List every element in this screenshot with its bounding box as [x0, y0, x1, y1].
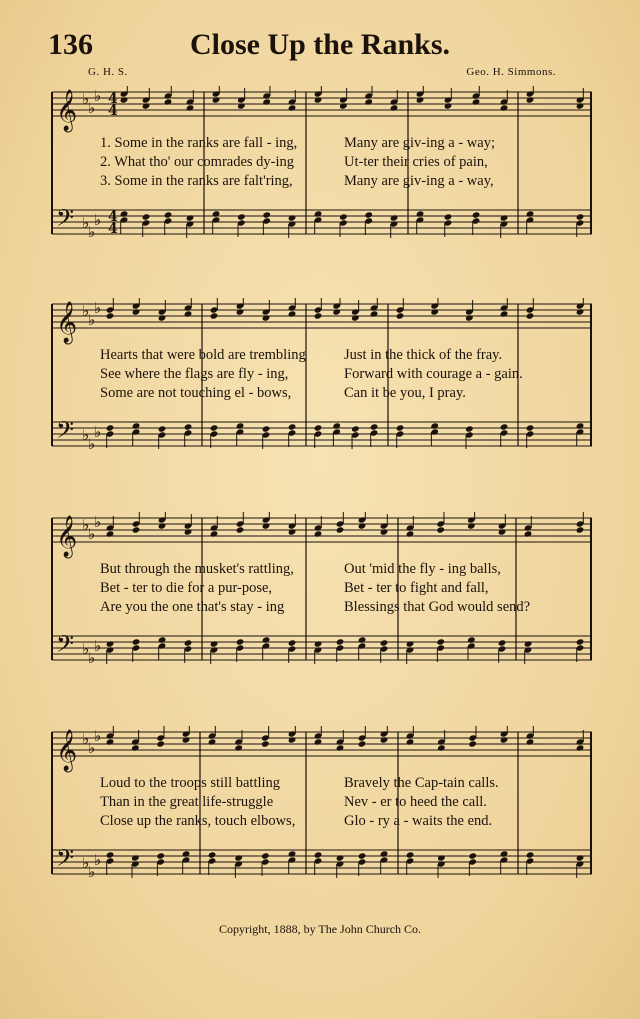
flat-icon: ♭: [82, 90, 90, 108]
flat-icon: ♭: [94, 637, 102, 655]
note-head: [184, 639, 193, 646]
lyric-line-second-half: Out 'mid the fly - ing balls,: [344, 561, 501, 577]
lyric-line-second-half: Blessings that God would send?: [344, 599, 531, 615]
note-head: [576, 213, 585, 220]
lyric-line-second-half: Forward with courage a - gain.: [344, 366, 523, 382]
bass-staff: [52, 210, 592, 234]
flat-icon: ♭: [82, 730, 90, 748]
note-head: [436, 526, 445, 533]
flat-icon: ♭: [88, 739, 96, 757]
note-head: [380, 528, 389, 535]
note-head: [184, 310, 193, 317]
note-head: [237, 102, 246, 109]
hymn-number: 136: [48, 28, 93, 61]
flat-icon: ♭: [88, 223, 96, 241]
flat-icon: ♭: [82, 426, 90, 444]
flat-icon: ♭: [94, 851, 102, 869]
note-head: [498, 528, 507, 535]
note-head: [132, 526, 141, 533]
note-head: [212, 210, 221, 217]
note-head: [380, 639, 389, 646]
flat-icon: ♭: [88, 649, 96, 667]
flat-icon: ♭: [94, 423, 102, 441]
treble-clef-icon: 𝄞: [56, 516, 78, 557]
note-head: [336, 638, 345, 645]
music-system: [48, 86, 594, 241]
bass-staff: [52, 850, 592, 874]
note-head: [467, 636, 476, 643]
note-head: [576, 638, 585, 645]
note-head: [500, 104, 509, 111]
note-head: [314, 640, 323, 647]
flat-icon: ♭: [82, 640, 90, 658]
music-system: [48, 726, 594, 881]
lyric-line-first-half: Are you the one that's stay - ing: [100, 599, 285, 615]
note-head: [500, 310, 509, 317]
note-head: [370, 423, 379, 430]
lyric-line-second-half: Ut-ter their cries of pain,: [344, 154, 488, 170]
lyric-line-second-half: Many are giv-ing a - way;: [344, 135, 495, 151]
note-head: [261, 740, 270, 747]
note-head: [526, 312, 535, 319]
note-head: [212, 96, 221, 103]
note-head: [526, 738, 535, 745]
note-head: [351, 314, 360, 321]
lyric-line-first-half: Hearts that were bold are trembling: [100, 347, 306, 363]
time-signature: 4: [108, 221, 118, 237]
composer-credit: Geo. H. Simmons.: [466, 66, 556, 78]
time-signature: 4: [108, 209, 118, 225]
bass-clef-icon: 𝄢: [56, 204, 75, 237]
note-head: [164, 211, 173, 218]
note-head: [236, 638, 245, 645]
flat-icon: ♭: [94, 211, 102, 229]
lyric-line-first-half: Loud to the troops still battling: [100, 775, 281, 791]
note-head: [262, 636, 271, 643]
note-head: [524, 530, 533, 537]
note-head: [184, 528, 193, 535]
note-head: [106, 312, 115, 319]
treble-clef-icon: 𝄞: [56, 302, 78, 343]
note-head: [390, 214, 399, 221]
note-head: [436, 638, 445, 645]
note-head: [314, 424, 323, 431]
lyric-line-second-half: Bet - ter to fight and fall,: [344, 580, 489, 596]
lyric-line-first-half: But through the musket's rattling,: [100, 561, 294, 577]
note-head: [336, 854, 345, 861]
note-head: [465, 314, 474, 321]
note-head: [358, 852, 367, 859]
note-head: [208, 738, 217, 745]
note-head: [526, 210, 535, 217]
lyric-line-first-half: Than in the great life-struggle: [100, 794, 274, 810]
note-head: [380, 736, 389, 743]
note-head: [262, 98, 271, 105]
note-head: [234, 744, 243, 751]
note-head: [576, 854, 585, 861]
bass-clef-icon: 𝄢: [56, 630, 75, 663]
note-head: [468, 740, 477, 747]
note-head: [472, 211, 481, 218]
note-head: [186, 104, 195, 111]
note-head: [526, 851, 535, 858]
note-head: [210, 312, 219, 319]
flat-icon: ♭: [94, 727, 102, 745]
note-head: [314, 738, 323, 745]
note-head: [236, 422, 245, 429]
note-head: [358, 522, 367, 529]
note-head: [358, 740, 367, 747]
note-head: [314, 312, 323, 319]
bass-clef-icon: 𝄢: [56, 844, 75, 877]
treble-staff: [52, 92, 592, 116]
note-head: [416, 210, 425, 217]
note-head: [437, 854, 446, 861]
note-head: [444, 213, 453, 220]
lyric-line-first-half: Close up the ranks, touch elbows,: [100, 813, 296, 829]
note-head: [132, 638, 141, 645]
note-head: [498, 639, 507, 646]
music-system: [48, 298, 594, 453]
note-head: [332, 422, 341, 429]
note-head: [437, 744, 446, 751]
note-head: [406, 851, 415, 858]
note-head: [262, 522, 271, 529]
time-signature: 4: [108, 91, 118, 107]
note-head: [236, 526, 245, 533]
note-head: [576, 308, 585, 315]
note-head: [236, 308, 245, 315]
lyric-line-second-half: Nev - er to heed the call.: [344, 794, 487, 810]
bass-clef-icon: 𝄢: [56, 416, 75, 449]
note-head: [262, 314, 271, 321]
note-head: [131, 854, 140, 861]
note-head: [132, 308, 141, 315]
note-head: [416, 96, 425, 103]
lyric-line-second-half: Bravely the Cap-tain calls.: [344, 775, 499, 791]
note-head: [182, 850, 191, 857]
note-head: [406, 640, 415, 647]
note-head: [288, 310, 297, 317]
note-head: [468, 852, 477, 859]
lyric-line-first-half: Bet - ter to die for a pur-pose,: [100, 580, 273, 596]
note-head: [314, 210, 323, 217]
note-head: [262, 211, 271, 218]
treble-clef-icon: 𝄞: [56, 730, 78, 771]
note-head: [210, 530, 219, 537]
note-head: [396, 424, 405, 431]
flat-icon: ♭: [88, 435, 96, 453]
lyric-line-first-half: 1. Some in the ranks are fall - ing,: [100, 135, 298, 151]
note-head: [210, 640, 219, 647]
note-head: [526, 96, 535, 103]
note-head: [339, 102, 348, 109]
note-head: [158, 425, 167, 432]
note-head: [210, 424, 219, 431]
note-head: [500, 423, 509, 430]
lyric-line-second-half: Can it be you, I pray.: [344, 385, 466, 401]
note-head: [208, 851, 217, 858]
note-head: [142, 102, 151, 109]
note-head: [156, 740, 165, 747]
note-head: [465, 425, 474, 432]
lyric-line-second-half: Glo - ry a - waits the end.: [344, 813, 493, 829]
flat-icon: ♭: [82, 854, 90, 872]
note-head: [396, 312, 405, 319]
note-head: [500, 214, 509, 221]
lyric-line-first-half: 3. Some in the ranks are falt'ring,: [100, 173, 293, 189]
note-head: [358, 636, 367, 643]
note-head: [158, 636, 167, 643]
flat-icon: ♭: [88, 525, 96, 543]
lyric-line-second-half: Just in the thick of the fray.: [344, 347, 503, 363]
note-head: [314, 851, 323, 858]
flat-icon: ♭: [88, 863, 96, 881]
flat-icon: ♭: [94, 513, 102, 531]
note-head: [314, 96, 323, 103]
note-head: [234, 854, 243, 861]
note-head: [288, 639, 297, 646]
note-head: [288, 423, 297, 430]
hymn-title: Close Up the Ranks.: [189, 28, 451, 61]
note-head: [524, 640, 533, 647]
note-head: [158, 314, 167, 321]
note-head: [156, 852, 165, 859]
note-head: [444, 102, 453, 109]
note-head: [237, 213, 246, 220]
note-head: [261, 852, 270, 859]
note-head: [576, 526, 585, 533]
note-head: [336, 744, 345, 751]
flat-icon: ♭: [82, 302, 90, 320]
lyricist-credit: G. H. S.: [88, 66, 128, 78]
note-head: [351, 425, 360, 432]
note-head: [120, 210, 129, 217]
note-head: [120, 96, 129, 103]
note-head: [288, 104, 297, 111]
note-head: [467, 522, 476, 529]
note-head: [430, 308, 439, 315]
lyric-line-first-half: Some are not touching el - bows,: [100, 385, 292, 401]
note-head: [182, 736, 191, 743]
note-head: [106, 640, 115, 647]
treble-clef-icon: 𝄞: [56, 90, 78, 131]
flat-icon: ♭: [88, 99, 96, 117]
note-head: [106, 424, 115, 431]
note-head: [576, 744, 585, 751]
note-head: [288, 528, 297, 535]
note-head: [142, 213, 151, 220]
note-head: [164, 98, 173, 105]
note-head: [500, 850, 509, 857]
note-head: [288, 850, 297, 857]
flat-icon: ♭: [94, 87, 102, 105]
note-head: [262, 425, 271, 432]
note-head: [370, 310, 379, 317]
note-head: [576, 422, 585, 429]
lyric-line-first-half: See where the flags are fly - ing,: [100, 366, 289, 382]
note-head: [158, 522, 167, 529]
note-head: [364, 211, 373, 218]
note-head: [472, 98, 481, 105]
note-head: [500, 736, 509, 743]
note-head: [380, 850, 389, 857]
note-head: [106, 530, 115, 537]
note-head: [526, 424, 535, 431]
note-head: [332, 308, 341, 315]
flat-icon: ♭: [88, 311, 96, 329]
note-head: [184, 423, 193, 430]
note-head: [406, 530, 415, 537]
note-head: [186, 214, 195, 221]
flat-icon: ♭: [82, 214, 90, 232]
note-head: [288, 736, 297, 743]
note-head: [106, 738, 115, 745]
note-head: [339, 213, 348, 220]
note-head: [336, 526, 345, 533]
note-head: [406, 738, 415, 745]
lyric-line-first-half: 2. What tho' our comrades dy-ing: [100, 154, 295, 170]
note-head: [430, 422, 439, 429]
flat-icon: ♭: [94, 299, 102, 317]
music-system: [48, 512, 594, 667]
note-head: [288, 214, 297, 221]
note-head: [106, 851, 115, 858]
note-head: [131, 744, 140, 751]
note-head: [314, 530, 323, 537]
time-signature: 4: [108, 103, 118, 119]
copyright-notice: Copyright, 1888, by The John Church Co.: [218, 922, 422, 936]
lyric-line-second-half: Many are giv-ing a - way,: [344, 173, 494, 189]
note-head: [576, 102, 585, 109]
note-head: [364, 98, 373, 105]
note-head: [390, 104, 399, 111]
note-head: [132, 422, 141, 429]
flat-icon: ♭: [82, 516, 90, 534]
